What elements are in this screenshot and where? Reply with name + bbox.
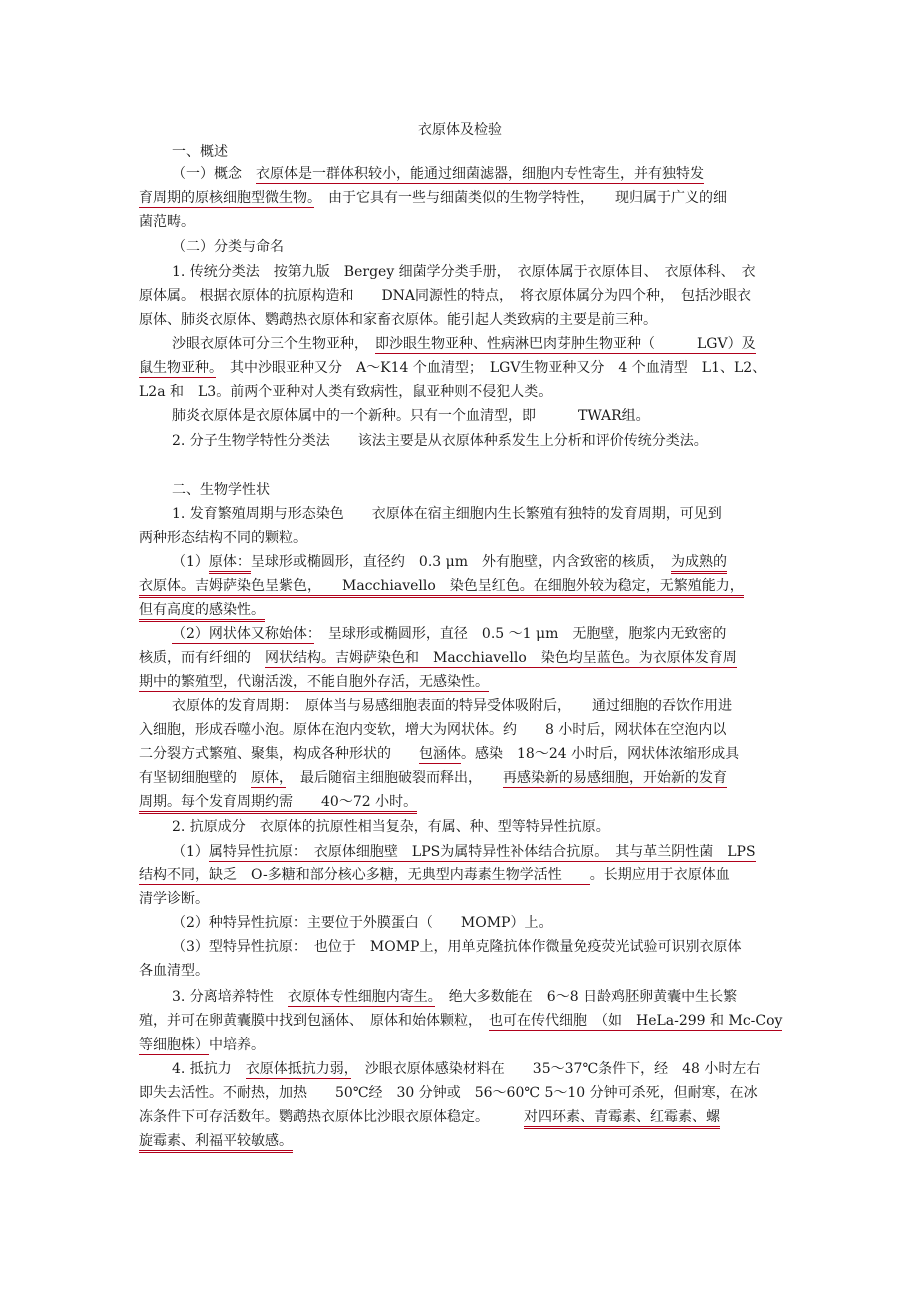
text-span: 两种形态结构不同的颗粒。 [139,530,307,546]
paragraph-line [139,769,727,787]
paragraph-line [139,601,265,619]
text-span: 衣原体的发育周期： 原体当与易感细胞表面的特异受体吸附后， 通过细胞的吞饮作用进 [172,698,732,714]
text-span: （二）分类与命名 [172,239,284,255]
paragraph-line [172,818,610,836]
paragraph-line [139,1012,782,1030]
underlined-text: 衣原体专性细胞内寄生。 [287,989,435,1005]
text-span: 2. 抗原成分 衣原体的抗原性相当复杂，有属、种、型等特异性抗原。 [172,819,610,835]
text-span: 绝大多数能在 6～8 日龄鸡胚卵黄囊中生长繁 [434,989,738,1005]
paragraph-line [139,311,657,329]
paragraph-line [172,553,727,571]
paragraph-line [139,866,730,884]
text-span: 中培养。 [209,1037,265,1053]
text-span: 清学诊断。 [139,891,209,907]
text-span: 。感染 18～24 小时后，网状体浓缩形成具 [461,746,740,762]
underlined-text: 衣原体抵抗力弱， [245,1061,351,1077]
text-span: 由于它具有一些与细菌类似的生物学特性， 现归属于广义的细 [314,190,727,206]
text-span: 1. 发育繁殖周期与形态染色 衣原体在宿主细胞内生长繁殖有独特的发育周期，可见到 [172,506,722,522]
underlined-text: 为成熟的 [671,554,727,574]
underlined-text: 即沙眼生物亚种、性病淋巴肉芽肿生物亚种（ LGV）及 [375,336,756,352]
text-span: 冻条件下可存活数年。鹦鹉热衣原体比沙眼衣原体稳定。 [139,1109,524,1125]
paragraph-line [139,745,739,763]
paragraph-line [172,263,756,281]
paragraph-line [172,165,704,183]
paragraph-line [139,1108,720,1126]
underlined-text: 对四环素、青霉素、红霉素、螺 [524,1109,720,1129]
underlined-text: 旋霉素、利福平较敏感。 [139,1133,293,1153]
text-span: 入细胞，形成吞噬小泡。原体在泡内变软，增大为网状体。约 8 小时后，网状体在空泡内以 [139,722,727,738]
paragraph-line [172,843,756,861]
underlined-text: 网状结构 [265,650,321,666]
underlined-text: 衣原体。吉姆萨染色呈紫色， Macchiavello 染色呈红色。在细胞外较为稳定，无繁殖能力， [139,578,744,598]
text-span: 二分裂方式繁殖、聚集，构成各种形状的 [139,746,419,762]
text-span: 呈球形或椭圆形，直径约 0.3 μm 外有胞壁，内含致密的核质， [250,554,672,570]
underlined-text: 衣原体是一群体积较小，能通过细菌滤器，细胞内专性寄生，并有独特发 [256,166,704,182]
underlined-text: （2）网状体又称始体： [172,626,314,642]
paragraph-line [172,914,552,932]
text-span: 沙眼衣原体感染材料在 35～37℃条件下，经 48 小时左右 [350,1061,761,1077]
text-span: 。长期应用于衣原体血 [589,867,730,883]
paragraph-line [139,189,727,207]
underlined-text: 包涵体 [419,746,461,762]
paragraph-line [172,238,284,256]
text-span: 4. 抵抗力 [172,1061,246,1077]
text-span: L2a 和 L3。前两个亚种对人类有致病性，鼠亚种则不侵犯人类。 [139,384,553,400]
paragraph-line [172,988,737,1006]
text-span: （2）种特异性抗原：主要位于外膜蛋白（ MOMP）上。 [172,915,553,931]
paragraph-line [139,359,766,377]
underlined-text: 原体： [209,554,251,574]
text-span: 原体属。 根据衣原体的抗原构造和 DNA同源性的特点， 将衣原体属分为四个种， 包括沙眼衣 [139,288,752,304]
text-span: 其中沙眼亚种又分 A～K14 个血清型； LGV生物亚种又分 4 个血清型 L1、L2、 [216,360,767,376]
paragraph-line [172,625,726,643]
paragraph-line [172,432,708,450]
underlined-text: 属特异性抗原： 衣原体细胞壁 LPS为属特异性补体结合抗原。 其与革兰阴性菌 LPS [208,844,756,860]
underlined-text: 也可在传代细胞 （如 HeLa-299 和 Mc-Coy [489,1013,783,1029]
text-span: 核质，而有纤细的 [139,650,265,666]
paragraph-line [139,721,726,739]
paragraph-line [139,529,307,547]
underlined-text: 再感染新的易感细胞，开始新的发育 [503,770,727,786]
paragraph-line [139,1084,758,1102]
paragraph-line [172,505,722,523]
paragraph-line [172,335,756,353]
underlined-text: 鼠生物亚种。 [139,360,216,376]
paragraph-line [139,649,737,667]
text-span: 一、概述 [172,144,228,160]
text-span: 沙眼衣原体可分三个生物亚种， [172,336,375,352]
text-span: （3）型特异性抗原： 也位于 MOMP上，用单克隆抗体作微量免疫荧光试验可识别衣原体 [172,939,742,955]
underlined-text: 但有高度的感染性。 [139,602,265,622]
underlined-text: 。吉姆萨染色和 Macchiavello 染色均呈蓝色。为衣原体发育周 [321,650,737,666]
underlined-text: 原体， [251,770,286,786]
text-span: 菌范畴。 [139,214,195,230]
text-span: 呈球形或椭圆形，直径 0.5 ～1 μm 无胞壁，胞浆内无致密的 [313,626,727,642]
paragraph-line [139,577,744,595]
text-span: （1） [172,844,209,860]
paragraph-line [172,481,270,499]
text-span: 即失去活性。不耐热，加热 50℃经 30 分钟或 56～60℃ 5～10 分钟可杀死，但耐寒，在冰 [139,1085,758,1101]
underlined-text: 周期。每个发育周期约需 40～72 小时。 [139,794,417,814]
paragraph-line [139,890,209,908]
paragraph-line [139,1036,265,1054]
text-span: （一）概念 [172,166,256,182]
paragraph-line [172,1060,760,1078]
paragraph-line [139,1132,293,1150]
underlined-text: 等细胞株） [139,1037,209,1053]
paragraph-line [172,143,228,161]
text-span: 3. 分离培养特性 [172,989,288,1005]
text-span: （1） [172,554,209,570]
paragraph-line [139,962,209,980]
paragraph-line [172,697,732,715]
paragraph-line [139,793,417,811]
paragraph-line [172,938,741,956]
underlined-text: 期中的繁殖型，代谢活泼，不能自胞外存活，无感染性。 [139,674,489,690]
text-span: 1. 传统分类法 按第九版 Bergey 细菌学分类手册， 衣原体属于衣原体目、 衣原体科、 衣 [172,264,756,280]
text-span: 有坚韧细胞壁的 [139,770,251,786]
text-span: 肺炎衣原体是衣原体属中的一个新种。只有一个血清型，即 TWAR组。 [172,408,650,424]
paragraph-line [139,383,552,401]
text-span: 二、生物学性状 [172,482,270,498]
text-span: 2. 分子生物学特性分类法 该法主要是从衣原体种系发生上分析和评价传统分类法。 [172,433,708,449]
document-title: 衣原体及检验 [418,122,502,138]
text-span: 各血清型。 [139,963,209,979]
paragraph-line [139,213,195,231]
text-span: 原体、肺炎衣原体、鹦鹉热衣原体和家畜衣原体。能引起人类致病的主要是前三种。 [139,312,657,328]
paragraph-line [139,287,751,305]
paragraph-line [139,673,489,691]
text-span: 最后随宿主细胞破裂而释出， [286,770,503,786]
underlined-text: 结构不同，缺乏 O-多糖和部分核心多糖，无典型内毒素生物学活性 [139,867,590,883]
text-span: 殖，并可在卵黄囊膜中找到包涵体、 原体和始体颗粒， [139,1013,489,1029]
paragraph-line [172,407,650,425]
underlined-text: 育周期的原核细胞型微生物。 [139,190,314,206]
